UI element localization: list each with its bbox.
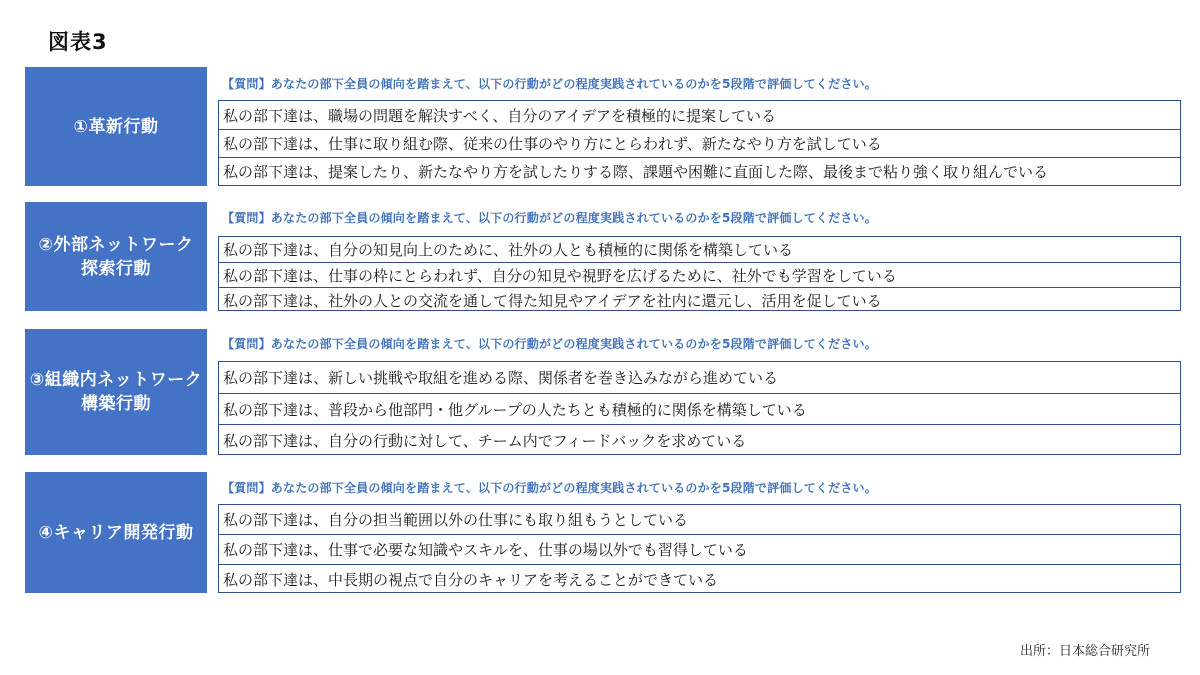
list-item: 私の部下達は、中長期の視点で自分のキャリアを考えることができている bbox=[219, 564, 1180, 594]
list-item: 私の部下達は、普段から他部門・他グループの人たちとも積極的に関係を構築している bbox=[219, 393, 1180, 424]
question-text: 【質問】あなたの部下全員の傾向を踏まえて、以下の行動がどの程度実践されているのかを5段階で評価してください。 bbox=[222, 481, 877, 495]
behavior-list bbox=[218, 361, 1181, 455]
source-note: 出所：日本総合研究所 bbox=[1019, 644, 1150, 659]
list-item: 私の部下達は、仕事に取り組む際、従来の仕事のやり方にとらわれず、新たなやり方を試している bbox=[219, 129, 1180, 157]
behavior-list bbox=[218, 236, 1181, 311]
list-item: 私の部下達は、自分の行動に対して、チーム内でフィードバックを求めている bbox=[219, 424, 1180, 456]
category-label: ③組織内ネットワーク 構築行動 bbox=[25, 329, 207, 455]
behavior-list bbox=[218, 100, 1181, 186]
category-label: ②外部ネットワーク 探索行動 bbox=[25, 202, 207, 311]
list-item: 私の部下達は、職場の問題を解決すべく、自分のアイデアを積極的に提案している bbox=[223, 106, 777, 125]
question-text: 【質問】あなたの部下全員の傾向を踏まえて、以下の行動がどの程度実践されているのかを5段階で評価してください。 bbox=[222, 77, 877, 91]
section-internal-network bbox=[25, 329, 1181, 455]
list-item: 私の部下達は、自分の知見向上のために、社外の人とも積極的に関係を構築している bbox=[223, 241, 794, 259]
section-career-development bbox=[25, 472, 1181, 593]
section-innovation bbox=[25, 67, 1181, 186]
list-item: 私の部下達は、自分の担当範囲以外の仕事にも取り組もうとしている bbox=[223, 511, 689, 529]
list-item: 私の部下達は、提案したり、新たなやり方を試したりする際、課題や困難に直面した際、最後まで粘り強く取り組んでいる bbox=[219, 157, 1180, 185]
behavior-list bbox=[218, 504, 1181, 593]
category-label: ④キャリア開発行動 bbox=[25, 472, 207, 593]
section-external-network bbox=[25, 202, 1181, 311]
list-item: 私の部下達は、仕事で必要な知識やスキルを、仕事の場以外でも習得している bbox=[219, 534, 1180, 564]
figure-title: 図表3 bbox=[48, 30, 108, 54]
list-item: 私の部下達は、仕事の枠にとらわれず、自分の知見や視野を広げるために、社外でも学習をしている bbox=[219, 262, 1180, 287]
question-text: 【質問】あなたの部下全員の傾向を踏まえて、以下の行動がどの程度実践されているのかを5段階で評価してください。 bbox=[222, 211, 877, 225]
question-text: 【質問】あなたの部下全員の傾向を踏まえて、以下の行動がどの程度実践されているのかを5段階で評価してください。 bbox=[222, 337, 877, 351]
list-item: 私の部下達は、社外の人との交流を通して得た知見やアイデアを社内に還元し、活用を促している bbox=[219, 287, 1180, 312]
list-item: 私の部下達は、新しい挑戦や取組を進める際、関係者を巻き込みながら進めている bbox=[223, 369, 779, 387]
category-label: ①革新行動 bbox=[25, 67, 207, 186]
